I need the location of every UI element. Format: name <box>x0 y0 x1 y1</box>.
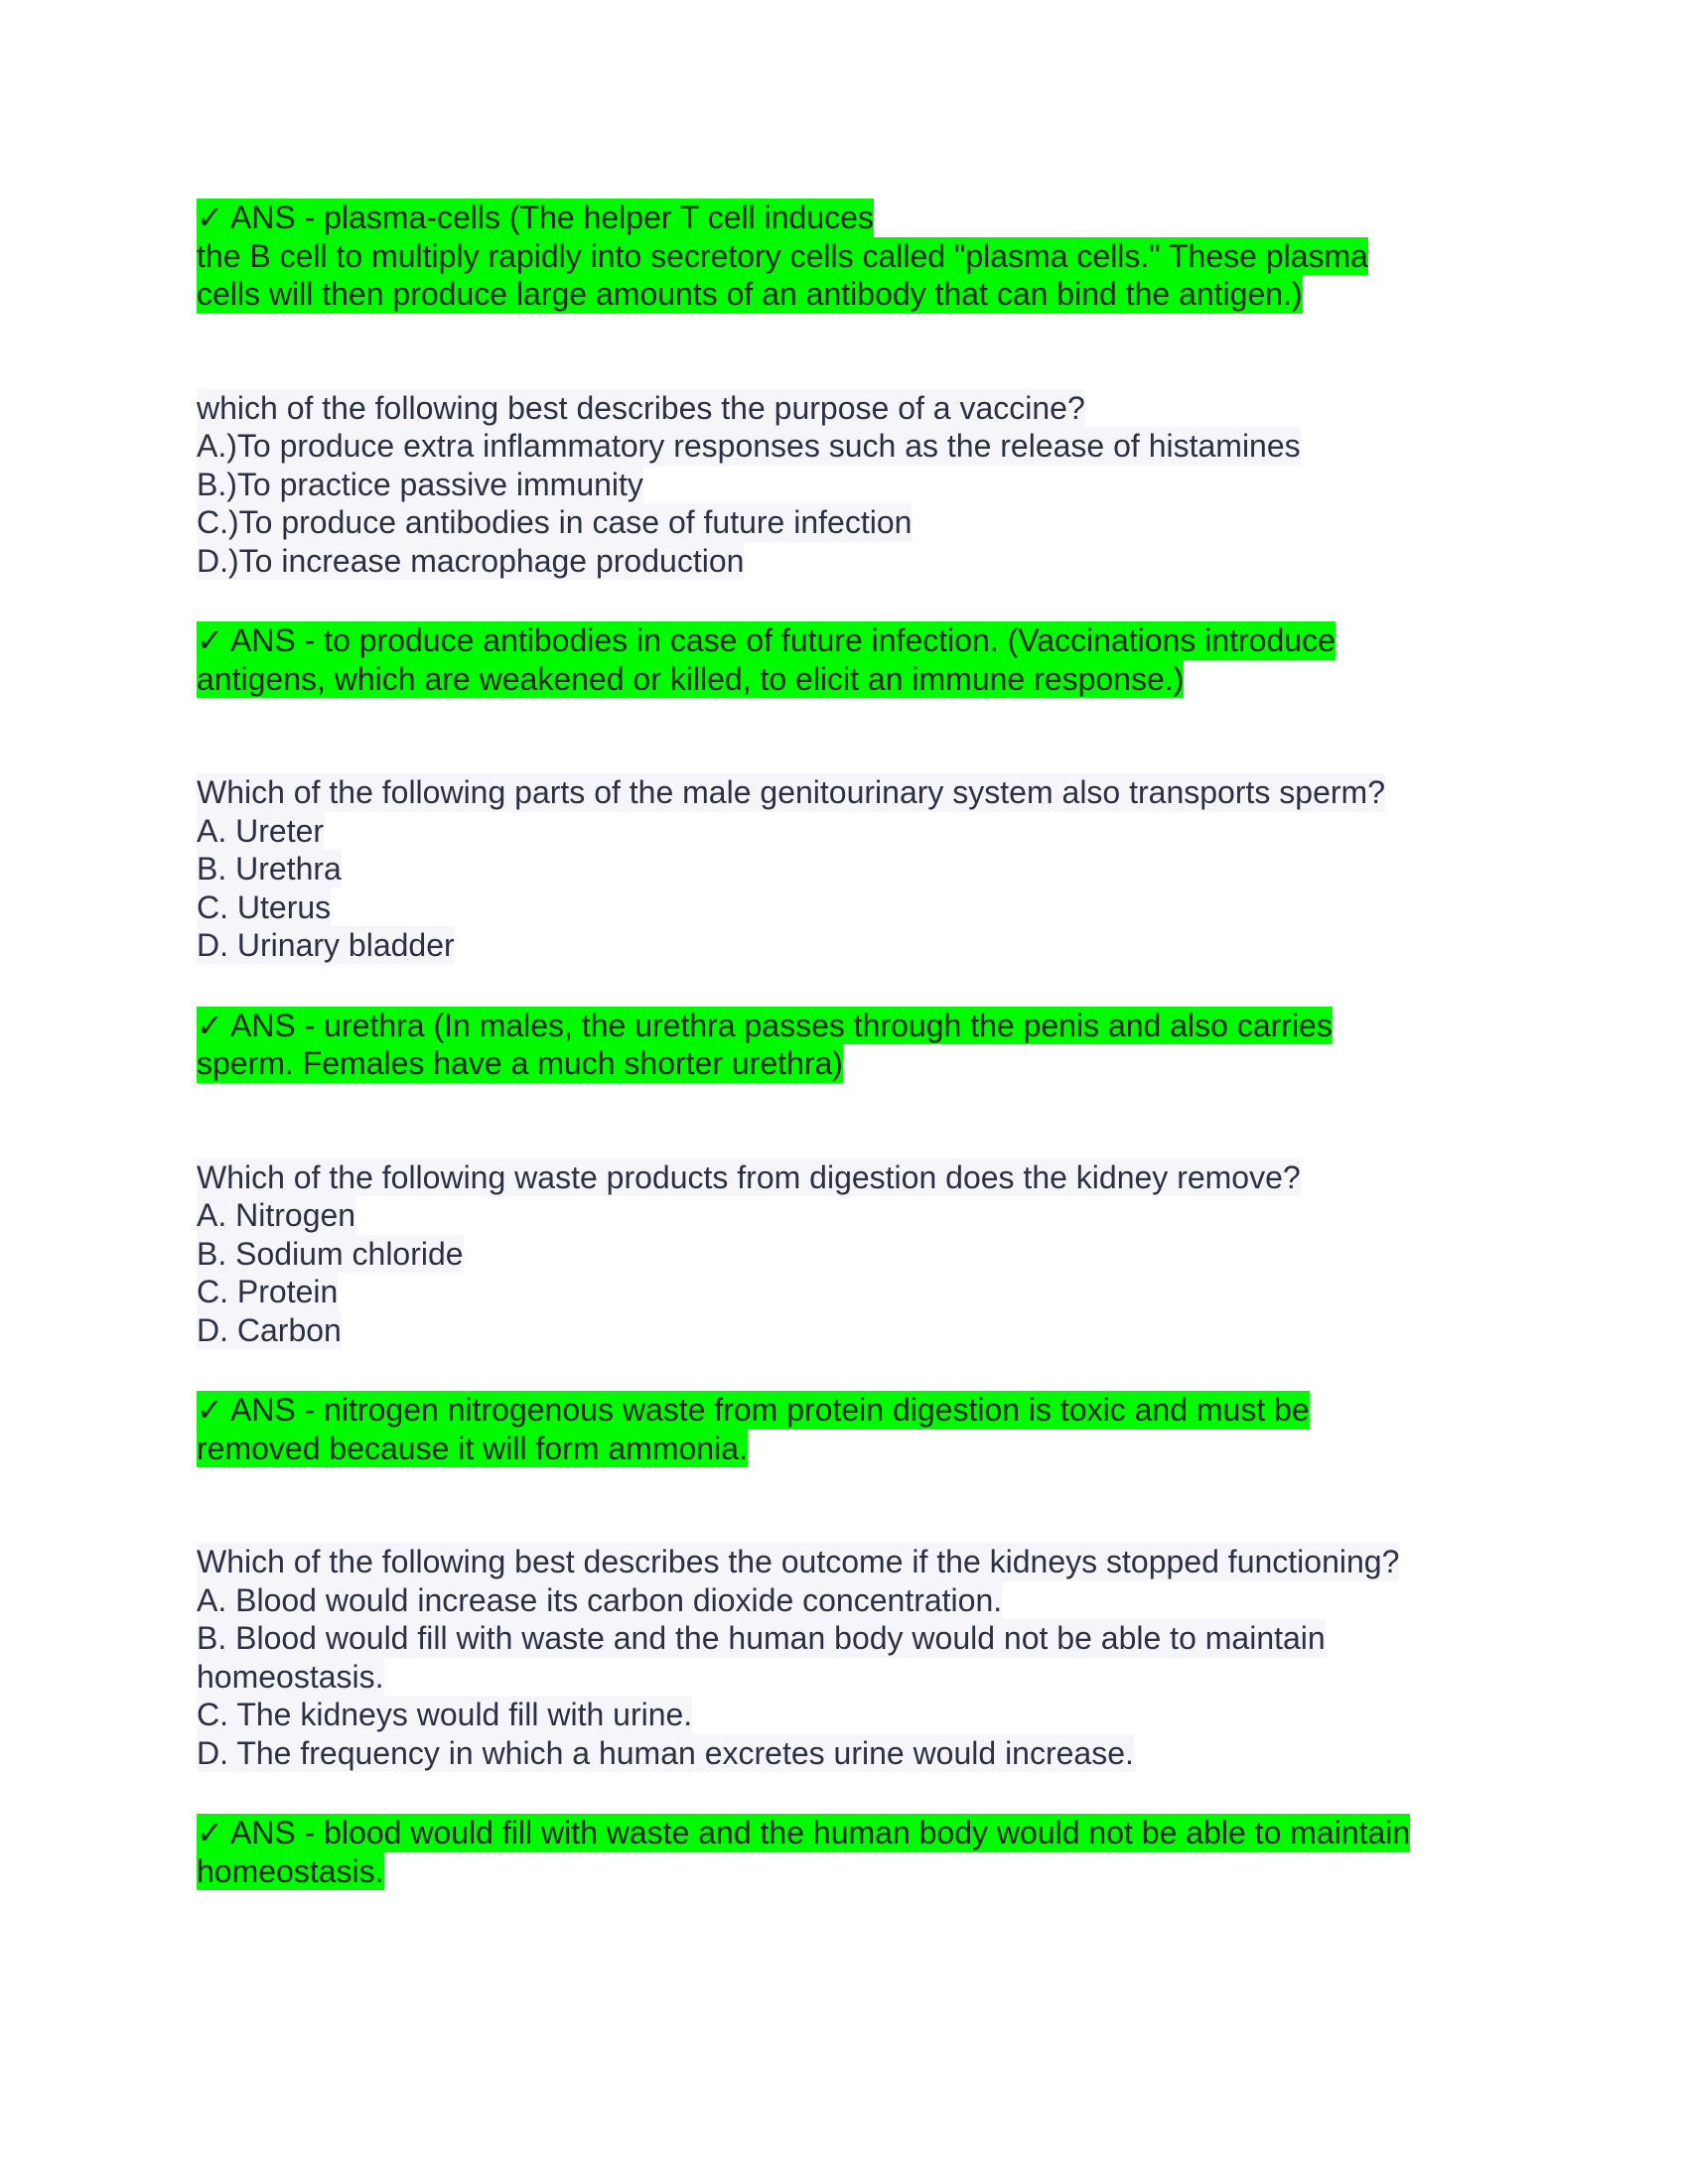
question-text: Which of the following waste products from digestion does the kidney remove? <box>197 1159 1301 1195</box>
question-block <box>197 1159 1507 1350</box>
answer-line: ✓ ANS - blood would fill with waste and the human body would not be able to maintain <box>197 1815 1411 1850</box>
question-text: which of the following best describes the purpose of a vaccine? <box>197 389 1085 426</box>
answer-block <box>197 1814 1507 1890</box>
question-option: D.)To increase macrophage production <box>197 542 745 579</box>
question-text: Which of the following best describes the outcome if the kidneys stopped functioning? <box>197 1544 1400 1579</box>
question-option: C.)To produce antibodies in case of future infection <box>197 504 913 540</box>
question-option: A.)To produce extra inflammatory responses such as the release of histamines <box>197 428 1301 464</box>
document-page <box>197 199 1507 1890</box>
question-option: D. The frequency in which a human excretes urine would increase. <box>197 1734 1134 1771</box>
question-block <box>197 389 1507 581</box>
answer-line: ✓ ANS - nitrogen nitrogenous waste from protein digestion is toxic and must be <box>197 1392 1310 1428</box>
answer-block <box>197 1007 1507 1083</box>
question-option: B. Blood would fill with waste and the human body would not be able to maintain <box>197 1620 1326 1656</box>
answer-line: sperm. Females have a much shorter urethra) <box>197 1045 843 1081</box>
question-option: D. Carbon <box>197 1311 342 1348</box>
answer-line: ✓ ANS - plasma-cells (The helper T cell induces <box>197 200 874 235</box>
question-option: B.)To practice passive immunity <box>197 466 643 502</box>
question-option: C. The kidneys would fill with urine. <box>197 1697 693 1732</box>
answer-line: cells will then produce large amounts of an antibody that can bind the antigen.) <box>197 276 1303 312</box>
question-option: C. Protein <box>197 1274 339 1309</box>
question-option: homeostasis. <box>197 1658 384 1695</box>
answer-line: ✓ ANS - urethra (In males, the urethra passes through the penis and also carries <box>197 1007 1333 1043</box>
question-block <box>197 1543 1507 1772</box>
answer-block <box>197 199 1507 314</box>
answer-line: antigens, which are weakened or killed, to elicit an immune response.) <box>197 660 1185 697</box>
question-option: C. Uterus <box>197 888 332 925</box>
question-block <box>197 773 1507 965</box>
answer-line: homeostasis. <box>197 1852 384 1889</box>
question-option: A. Ureter <box>197 812 325 849</box>
answer-block <box>197 621 1507 698</box>
question-text: Which of the following parts of the male genitourinary system also transports sperm? <box>197 774 1385 810</box>
question-option: A. Nitrogen <box>197 1197 356 1233</box>
question-option: B. Sodium chloride <box>197 1235 464 1272</box>
question-option: D. Urinary bladder <box>197 927 455 963</box>
answer-line: the B cell to multiply rapidly into secretory cells called "plasma cells." These plasma <box>197 237 1368 274</box>
question-option: A. Blood would increase its carbon dioxide concentration. <box>197 1581 1003 1618</box>
question-option: B. Urethra <box>197 851 342 887</box>
answer-line: ✓ ANS - to produce antibodies in case of future infection. (Vaccinations introduce <box>197 622 1336 658</box>
answer-line: removed because it will form ammonia. <box>197 1430 748 1466</box>
answer-block <box>197 1391 1507 1467</box>
